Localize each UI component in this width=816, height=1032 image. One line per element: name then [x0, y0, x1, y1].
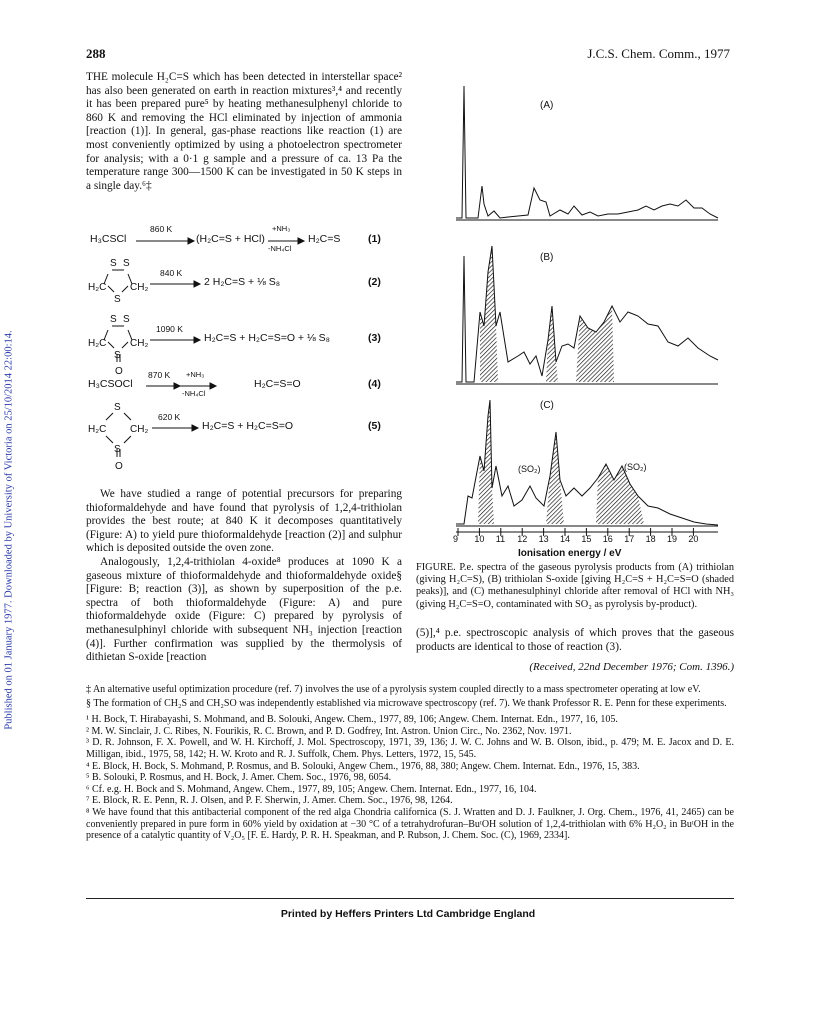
body-paragraph-2: Analogously, 1,2,4-trithiolan 4-oxide⁸ produces at 1090 K a gaseous mixture of thioformaldehyde and thioformaldehyde oxide§ [Figure: B; reaction (3)], as shown by superposition of the p.e. spectra of both thioformaldehyde (Figure: A) and pure thioformaldehyde oxide (Figure: C) prepared by pyrolysis of methanesulphinyl chloride with subsequent NH₃ injection [reaction (4)]. Further confirmation was supplied by the thermolysis of dithietan S-oxide [reaction [86, 555, 402, 664]
reaction-number-4: (4) [368, 378, 381, 390]
svg-text:S: S [110, 258, 117, 269]
x-tick-label: 15 [581, 534, 592, 544]
r2-right: 2 H₂C=S + ⅛ S₈ [204, 276, 281, 288]
r1-cond: 860 K [150, 224, 173, 234]
svg-text:H₂C: H₂C [88, 338, 107, 349]
spectra-svg [418, 76, 734, 560]
body-right-column [416, 627, 734, 654]
reaction-number-5: (5) [368, 420, 381, 432]
svg-text:O: O [115, 461, 123, 472]
x-tick-label: 16 [602, 534, 613, 544]
download-watermark [2, 120, 16, 940]
reference-5: ⁵ B. Solouki, P. Rosmus, and H. Bock, J. Amer. Chem. Soc., 1976, 98, 6054. [86, 772, 392, 784]
panel-label-c: (C) [540, 400, 554, 411]
intro-paragraph [86, 71, 402, 193]
r1-mid: (H₂C=S + HCl) [196, 233, 265, 245]
reference-4: ⁴ E. Block, H. Bock, S. Mohmand, P. Rosmus, and B. Solouki, Angew Chem., 1976, 88, 380; Angew. Chem. Internat. Edn., 1976, 15, 383. [86, 760, 640, 772]
page-number: 288 [86, 46, 106, 61]
r4-cond: 870 K [148, 370, 171, 380]
watermark-text: Published on 01 January 1977. Downloaded by University of Victoria on 25/10/2014 22:00:14. [3, 330, 15, 730]
reaction-schemes [86, 224, 416, 478]
reference-7: ⁷ E. Block, R. E. Penn, R. J. Olsen, and P. F. Sherwin, J. Amer. Chem. Soc., 1976, 98, 1264. [86, 795, 453, 807]
x-tick-label: 9 [453, 534, 459, 544]
so2-label-1: (SO₂) [518, 464, 541, 474]
r1-nh4cl: -NH₄Cl [268, 244, 292, 253]
figure-caption [416, 562, 734, 611]
svg-text:S: S [123, 258, 130, 269]
bottom-rule [86, 898, 734, 899]
footnote-1: ‡ An alternative useful optimization procedure (ref. 7) involves the use of a pyrolysis system coupled directly to a mass spectrometer operating at low eV. [86, 684, 701, 695]
panel-label-b: (B) [540, 252, 554, 263]
so2-label-2: (SO₂) [624, 462, 647, 472]
svg-text:H₂C: H₂C [88, 424, 107, 435]
reference-2: ² M. W. Sinclair, J. C. Ribes, N. Fourikis, R. C. Brown, and P. D. Godfrey, Int. Astron. Union Circ., No. 2362, Nov. 1971. [86, 725, 572, 737]
r4-left: H₃CSOCl [88, 378, 133, 390]
svg-text:S: S [114, 402, 121, 413]
reaction-structures-svg [86, 228, 416, 478]
x-tick-label: 14 [560, 534, 571, 544]
reaction-number-2: (2) [368, 276, 381, 288]
x-tick-label: 11 [495, 534, 506, 544]
svg-text:H₂C: H₂C [88, 282, 107, 293]
reference-8: ⁸ We have found that this antibacterial component of the red alga Chondria californica (S. J. Wratten and D. J. Faulkner, J. Org. Chem., 1976, 41, 2465) can be conveniently prepared in pure form in 60% yield by oxidation at −30 °C of a tetrahydrofuran–BuᵗOH solution of 1,2,4-trithiolan with 6% H₂O₂ in BuᵗOH in the presence of a catalytic quantity of V₂O₅ [F. E. Hardy, P. R. H. Speakman, and P. Rubson, J. Chem. Soc. (C), 1969, 2334]. [86, 806, 734, 842]
reference-3: ³ D. R. Johnson, F. X. Powell, and W. H. Kirchoff, J. Mol. Spectroscopy, 1971, 39, 136; J. W. C. Johns and W. B. Olson, ibid., p. 479; M. E. Jacox and D. E. Milligan, ibid., 1975, 58, 142; H. W. Kroto and R. J. Suffolk, Chem. Phys. Letters, 1972, 15, 545. [86, 737, 734, 760]
svg-text:S: S [123, 314, 130, 325]
figure-caption-text: FIGURE. P.e. spectra of the gaseous pyrolysis products from (A) trithiolan (giving H₂C=S), (B) trithiolan S-oxide [giving H₂C=S + H₂C=S=O (shaded peaks)], and (C) methanesulphinyl chloride after removal of HCl with NH₃ (giving H₂C=S=O, contaminated with SO₂ as pyrolysis by-product). [416, 562, 734, 610]
x-tick-label: 18 [645, 534, 656, 544]
reference-6: ⁶ Cf. e.g. H. Bock and S. Mohmand, Angew. Chem., 1977, 89, 105; Angew. Chem. Internat. Edn., 1977, 16, 104. [86, 783, 537, 795]
printer-credit: Printed by Heffers Printers Ltd Cambridge England [280, 908, 536, 920]
r4-nh3: +NH₃ [186, 370, 205, 379]
r5-cond: 620 K [158, 412, 181, 422]
x-axis-tick-labels [418, 534, 734, 548]
x-tick-label: 17 [624, 534, 635, 544]
reference-1: ¹ H. Bock, T. Hirabayashi, S. Mohmand, and B. Solouki, Angew. Chem., 1977, 89, 106; Angew. Chem. Internat. Edn., 1977, 16, 105. [86, 714, 618, 726]
received-line: (Received, 22nd December 1976; Com. 1396.) [529, 661, 734, 673]
svg-text:S: S [114, 444, 121, 455]
body-right-text: (5)],⁴ p.e. spectroscopic analysis of which proves that the gaseous products are identical to those of reaction (3). [416, 627, 734, 653]
svg-text:CH₂: CH₂ [130, 338, 149, 349]
footnotes-section [86, 684, 734, 842]
panel-label-a: (A) [540, 100, 554, 111]
svg-text:S: S [114, 350, 121, 361]
x-tick-label: 19 [667, 534, 678, 544]
r1-nh3: +NH₃ [272, 224, 291, 233]
svg-text:CH₂: CH₂ [130, 424, 149, 435]
body-paragraph-1: We have studied a range of potential precursors for preparing thioformaldehyde and have found that pyrolysis of 1,2,4-trithiolan provides the best route; at 840 K it decomposes quantitatively (Figure: A) to yield pure thioformaldehyde [reaction (2)] and sulphur which is deposited outside the oven zone. [86, 488, 402, 555]
r1-left: H₃CSCl [90, 233, 127, 245]
intro-text: THE molecule H₂C=S which has been detected in interstellar space² has also been generated on earth in reaction mixtures³,⁴ and recently it has been prepared pure⁵ by heating methanesulphenyl chloride to 860 K and removing the HCl eliminated by injection of ammonia [reaction (1)]. In general, gas-phase reactions like reaction (1) are most conveniently optimized by using a photoelectron spectrometer for analysis; with a 0·1 g sample and a pressure of ca. 13 Pa the temperature range 300—1500 K can be investigated in 50 K steps in a single day.⁶‡ [86, 71, 402, 192]
r1-right: H₂C=S [308, 233, 341, 245]
svg-text:S: S [110, 314, 117, 325]
r3-right: H₂C=S + H₂C=S=O + ⅛ S₈ [204, 332, 331, 344]
svg-text:S: S [114, 294, 121, 305]
r3-cond: 1090 K [156, 324, 183, 334]
reference-list [86, 714, 734, 842]
journal-title: J.C.S. Chem. Comm., 1977 [587, 46, 730, 61]
reaction-number-1: (1) [368, 233, 381, 245]
body-left-column [86, 488, 402, 665]
svg-text:CH₂: CH₂ [130, 282, 149, 293]
r4-nh4cl: -NH₄Cl [182, 389, 206, 398]
x-tick-label: 20 [688, 534, 699, 544]
reaction-number-3: (3) [368, 332, 381, 344]
r4-right: H₂C=S=O [254, 378, 301, 390]
r2-cond: 840 K [160, 268, 183, 278]
x-tick-label: 12 [517, 534, 528, 544]
r5-right: H₂C=S + H₂C=S=O [202, 420, 294, 432]
pe-spectra-figure [418, 76, 734, 560]
footnote-2: § The formation of CH₂S and CH₂SO was independently established via microwave spectroscopy (ref. 7). We thank Professor R. E. Penn for these experiments. [86, 697, 727, 709]
svg-text:O: O [115, 366, 123, 377]
x-tick-label: 13 [538, 534, 549, 544]
x-tick-label: 10 [474, 534, 485, 544]
x-axis-label: Ionisation energy / eV [518, 548, 622, 559]
